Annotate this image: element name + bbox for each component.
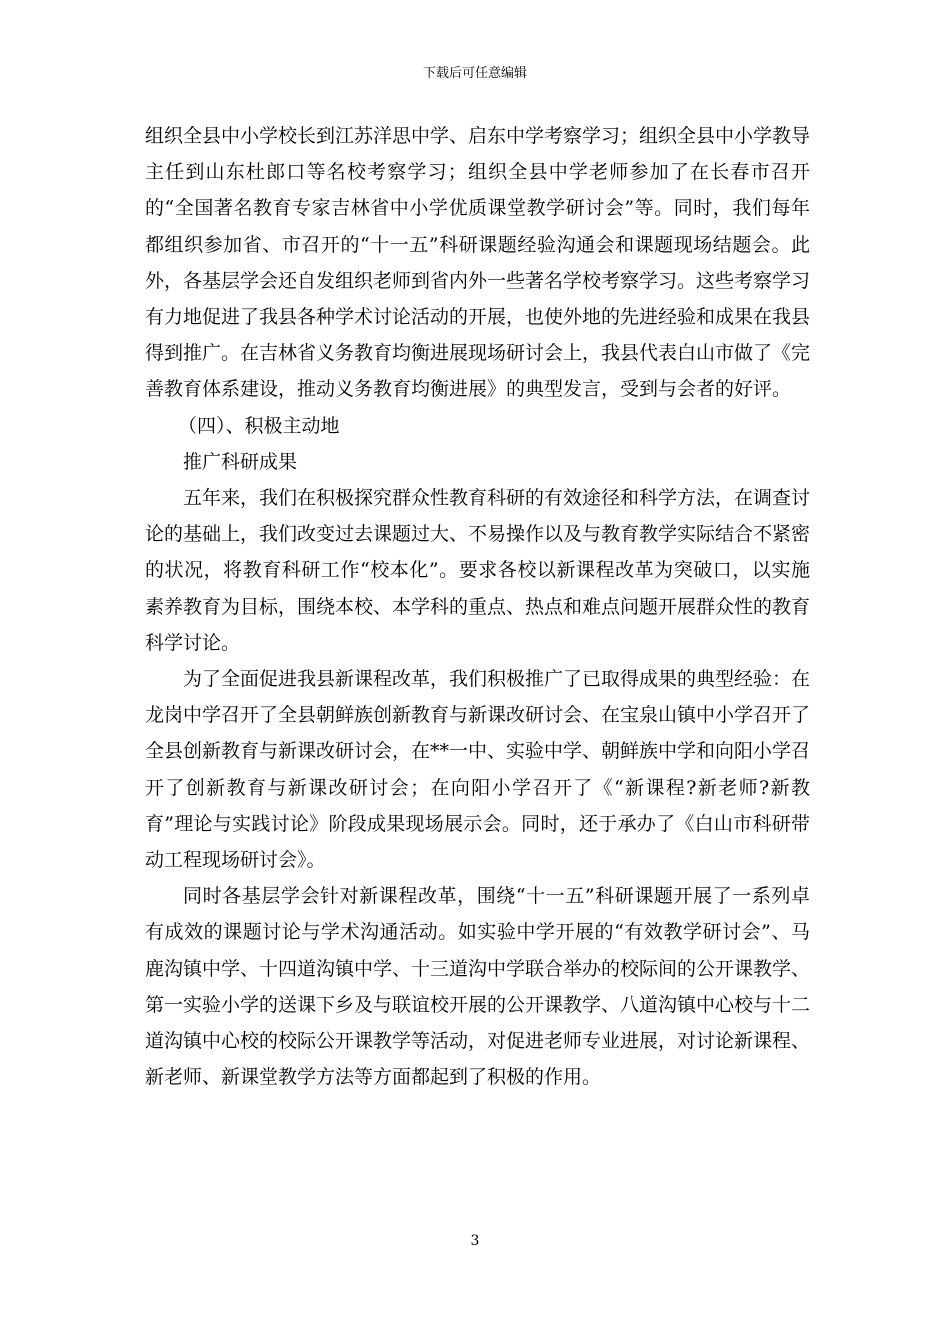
paragraph-promotion: 为了全面促进我县新课程改革，我们积极推广了已取得成果的典型经验：在龙岗中学召开了全县朝鲜族创新教育与新课改研讨会、在宝泉山镇中小学召开了全县创新教育与新课改研讨会，在**一中、实验中学、朝鲜族中学和向阳小学召开了创新教育与新课改研讨会；在向阳小学召开了《“新课程?新老师?新教育”理论与实践讨论》阶段成果现场展示会。同时，还于承办了《白山市科研带动工程现场研讨会》。	[145, 668, 811, 872]
page-number: 3	[470, 1233, 480, 1249]
paragraph-grassroots-activities: 同时各基层学会针对新课程改革，围绕“十一五”科研课题开展了一系列卓有成效的课题讨论与学术沟通活动。如实验中学开展的“有效教学研讨会”、马鹿沟镇中学、十四道沟镇中学、十三道沟中学联合举办的校际间的公开课教学、第一实验小学的送课下乡及与联谊校开展的公开课教学、八道沟镇中心校与十二道沟镇中心校的校际公开课教学等活动，对促进老师专业进展，对讨论新课程、新老师、新课堂教学方法等方面都起到了积极的作用。	[145, 885, 811, 1089]
page-header-note: 下载后可任意编辑	[422, 66, 527, 81]
paragraph-study-tours: 组织全县中小学校长到江苏洋思中学、启东中学考察学习；组织全县中小学教导主任到山东杜郎口等名校考察学习；组织全县中学老师参加了在长春市召开的“全国著名教育专家吉林省中小学优质课堂教学研讨会”等。同时，我们每年都组织参加省、市召开的“十一五”科研课题经验沟通会和课题现场结题会。此外，各基层学会还自发组织老师到省内外一些著名学校考察学习。这些考察学习有力地促进了我县各种学术讨论活动的开展，也使外地的先进经验和成果在我县得到推广。在吉林省义务教育均衡进展现场研讨会上，我县代表白山市做了《完善教育体系建设，推动义务教育均衡进展》的典型发言，受到与会者的好评。	[145, 125, 811, 401]
section-heading-part-four: （四）、积极主动地	[178, 414, 340, 437]
section-heading-subtitle: 推广科研成果	[183, 450, 298, 473]
paragraph-five-years: 五年来，我们在积极探究群众性教育科研的有效途径和科学方法，在调查讨论的基础上，我们改变过去课题过大、不易操作以及与教育教学实际结合不紧密的状况，将教育科研工作“校本化”。要求各校以新课程改革为突破口，以实施素养教育为目标，围绕本校、本学科的重点、热点和难点问题开展群众性的教育科学讨论。	[145, 487, 811, 654]
document-body	[145, 118, 810, 1095]
